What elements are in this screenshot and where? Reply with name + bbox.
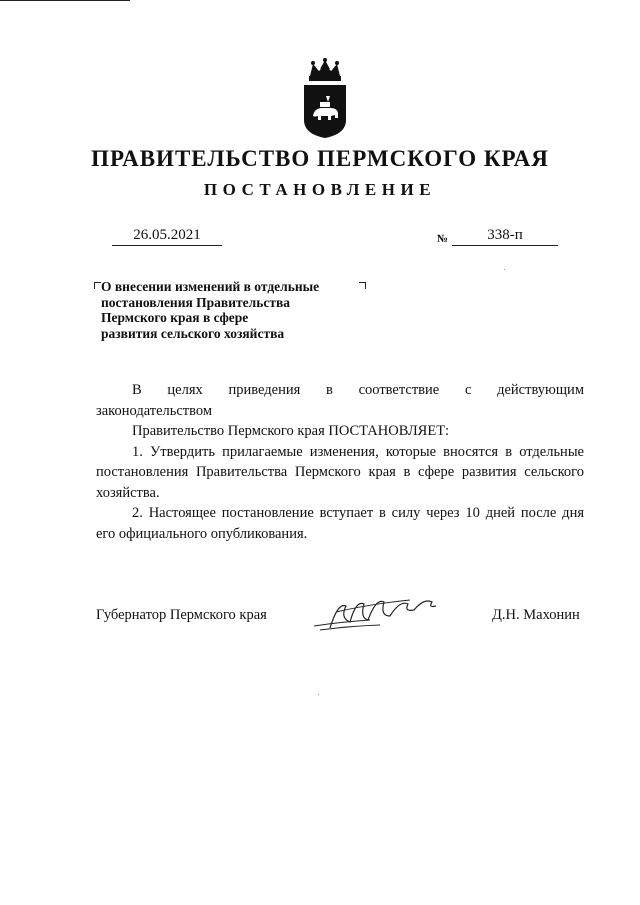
- scan-speck: [318, 694, 319, 695]
- signatory-position: Губернатор Пермского края: [96, 607, 267, 623]
- document-number: 338-п: [452, 227, 558, 246]
- subject-line: постановления Правительства: [101, 294, 290, 310]
- intro-paragraph: В целях приведения в соответствие с действующим: [132, 382, 584, 398]
- item-2: 2. Настоящее постановление вступает в силу через 10 дней после дня его официального опубликования.: [96, 505, 584, 542]
- document-date: 26.05.2021: [112, 227, 222, 246]
- subject-line: Пермского края в сфере: [101, 310, 249, 325]
- subject-line: развития сельского хозяйства: [101, 325, 285, 341]
- signatory-name: Д.Н. Махонин: [492, 607, 580, 623]
- document-type: ПОСТАНОВЛЕНИЕ: [203, 180, 437, 199]
- subject-bracket-left: [94, 282, 101, 289]
- intro-continuation: законодательством: [96, 402, 213, 419]
- item-1: 1. Утвердить прилагаемые изменения, которые вносятся в отдельные постановления Правительства Пермского края в сфере развития сельского хозяйства.: [96, 443, 584, 501]
- number-sign: №: [437, 233, 449, 245]
- handwritten-signature: [310, 592, 440, 637]
- subject-line: О внесении изменений в отдельные: [101, 279, 320, 294]
- resolution-clause: Правительство Пермского края ПОСТАНОВЛЯЕТ:: [132, 423, 450, 439]
- top-edge-line: [0, 0, 130, 1]
- scan-speck: [504, 269, 505, 270]
- document-subject: [101, 279, 319, 341]
- subject-bracket-right: [359, 282, 366, 289]
- perm-krai-coat-of-arms-icon: [300, 58, 350, 140]
- document-body: [96, 380, 584, 544]
- government-title: ПРАВИТЕЛЬСТВО ПЕРМСКОГО КРАЯ: [91, 146, 549, 171]
